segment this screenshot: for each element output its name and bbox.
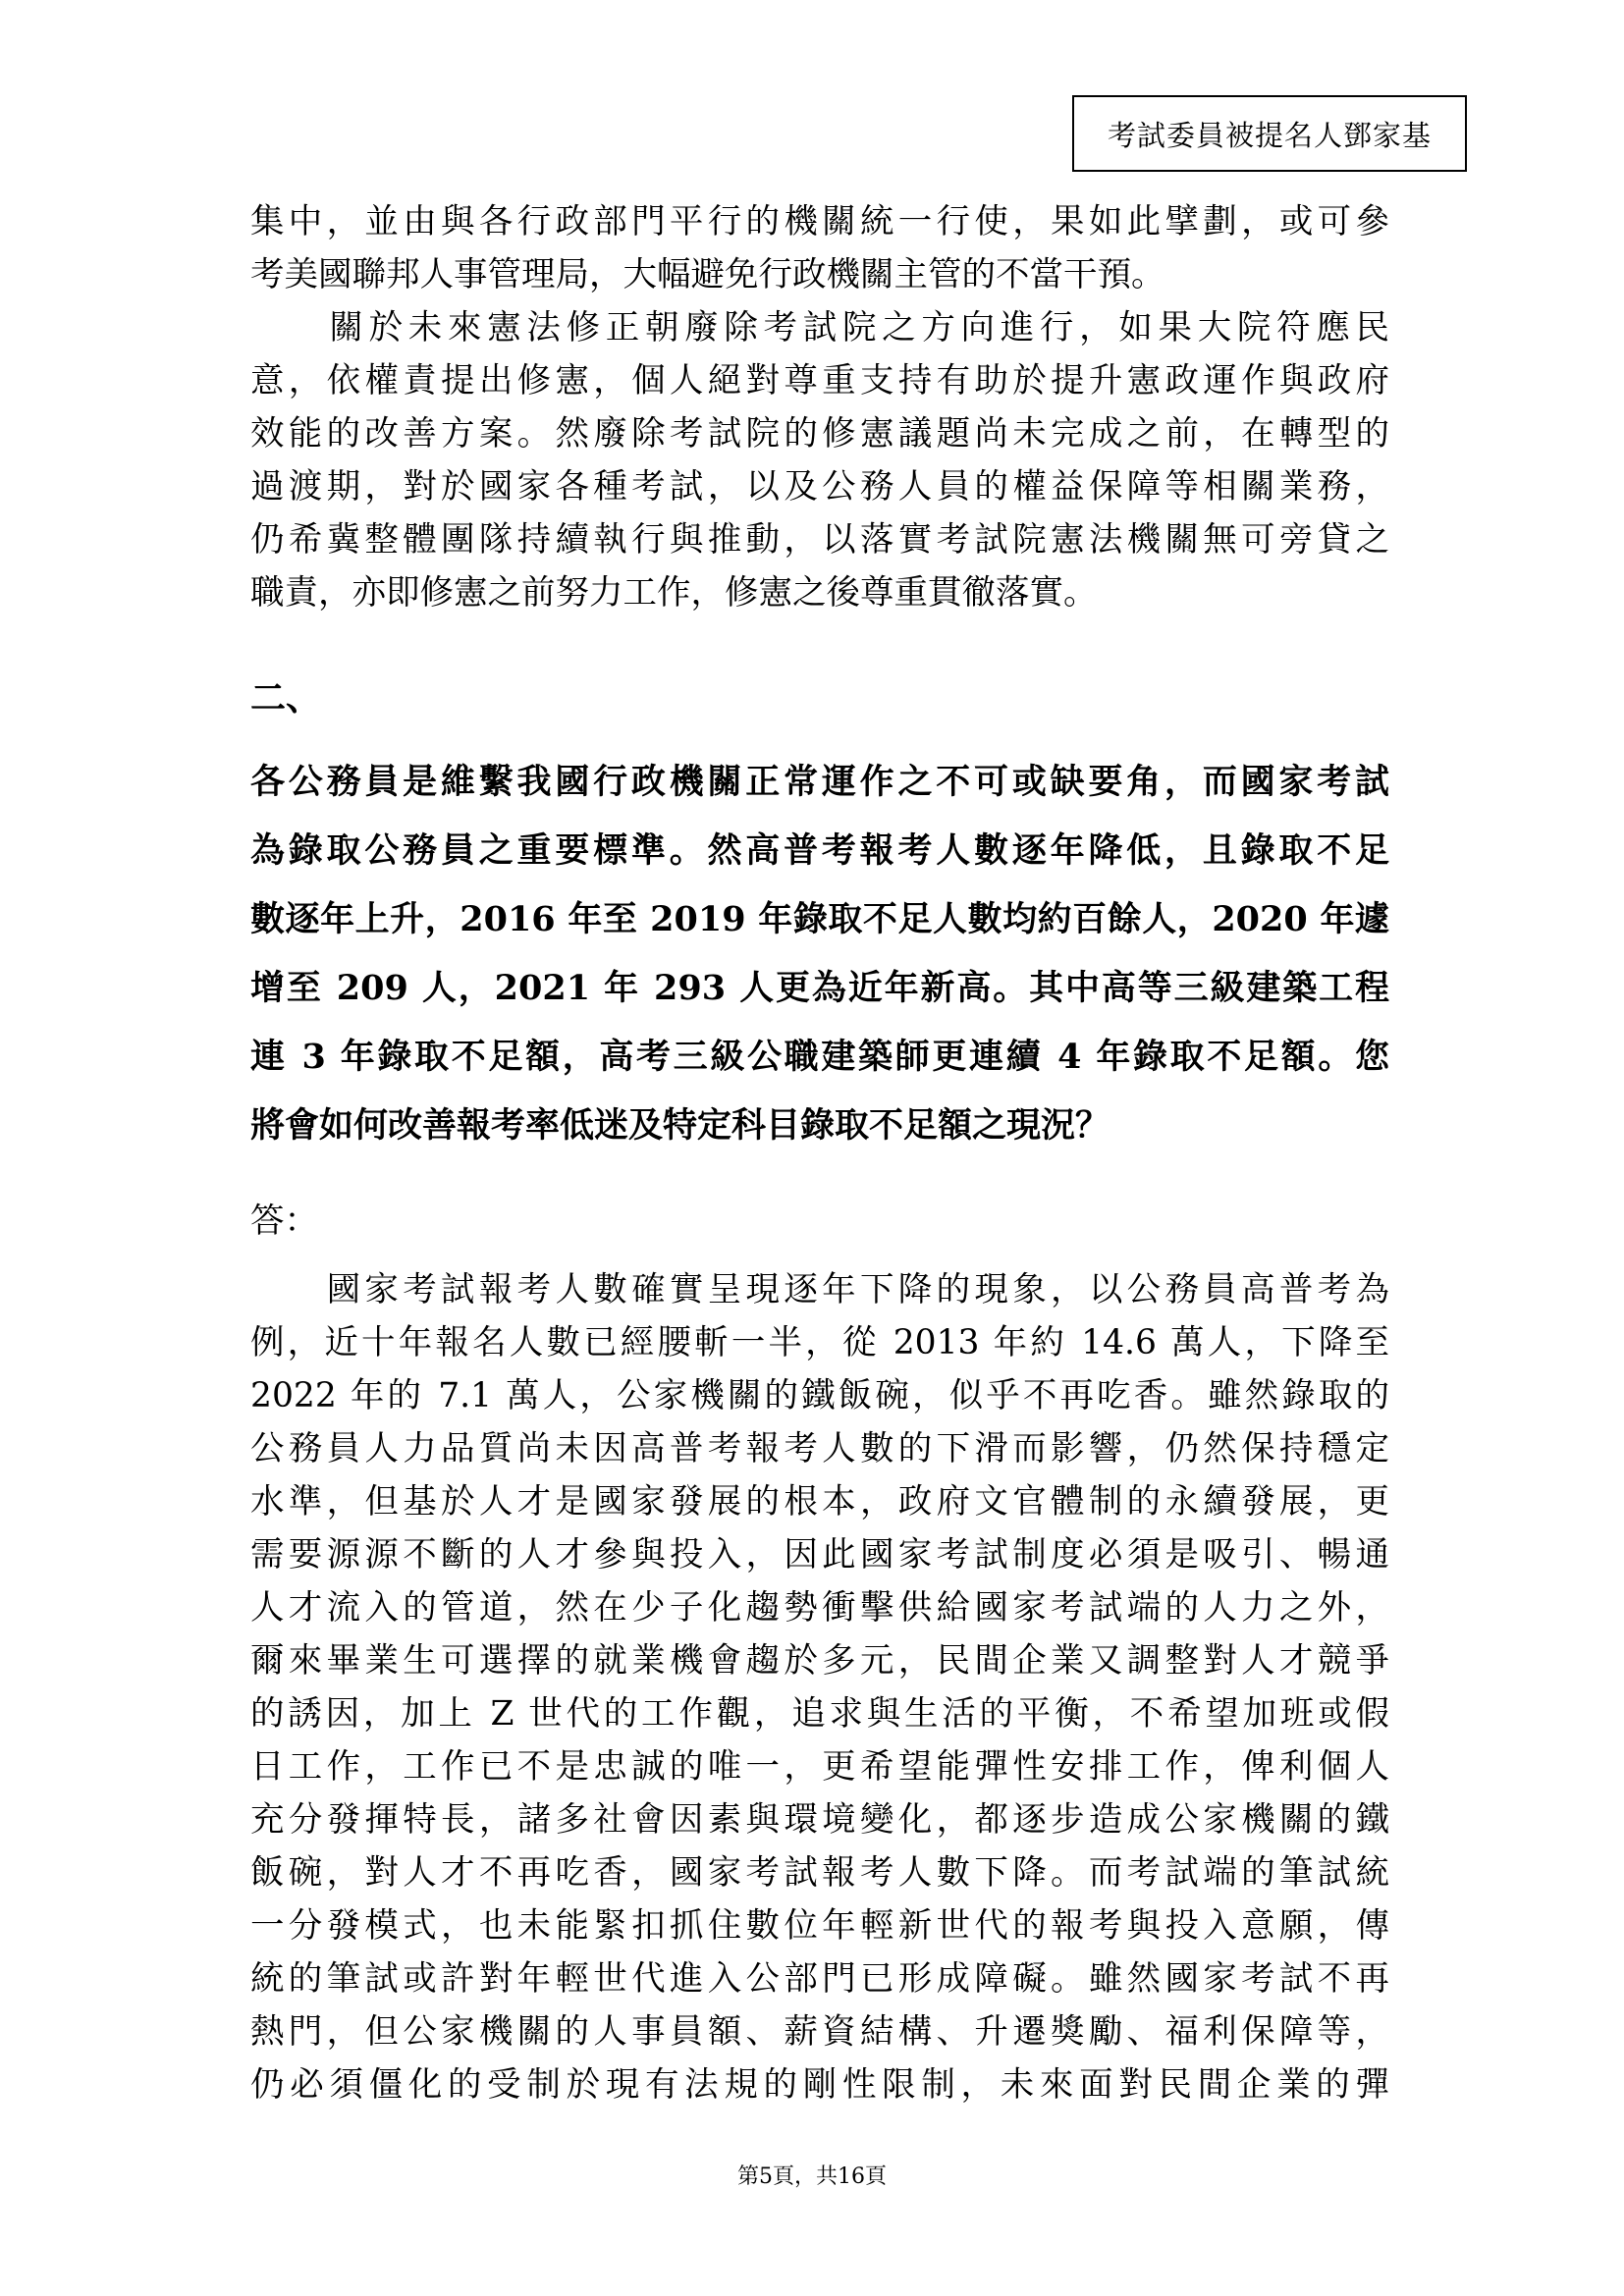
answer-line: 一分發模式，也未能緊扣抓住數位年輕新世代的報考與投入意願，傳 (250, 1906, 1389, 1946)
answer-line: 人才流入的管道，然在少子化趨勢衝擊供給國家考試端的人力之外， (250, 1588, 1389, 1628)
answer-line: 爾來畢業生可選擇的就業機會趨於多元，民間企業又調整對人才競爭 (250, 1641, 1389, 1681)
answer-line: 例，近十年報名人數已經腰斬一半，從 2013 年約 14.6 萬人，下降至 (250, 1323, 1389, 1362)
answer-line: 水準，但基於人才是國家發展的根本，政府文官體制的永續發展，更 (250, 1482, 1389, 1522)
nominee-header-box (1072, 95, 1467, 172)
question-line: 增至 209 人，2021 年 293 人更為近年新高。其中高等三級建築工程 (250, 968, 1389, 1008)
continuation-line: 關於未來憲法修正朝廢除考試院之方向進行，如果大院符應民 (250, 308, 1389, 347)
question-line: 為錄取公務員之重要標準。然高普考報考人數逐年降低，且錄取不足 (250, 830, 1389, 871)
question-line: 連 3 年錄取不足額，高考三級公職建築師更連續 4 年錄取不足額。您 (250, 1037, 1389, 1077)
answer-line: 需要源源不斷的人才參與投入，因此國家考試制度必須是吸引、暢通 (250, 1535, 1389, 1575)
answer-line: 飯碗，對人才不再吃香，國家考試報考人數下降。而考試端的筆試統 (250, 1853, 1389, 1893)
answer-line: 仍必須僵化的受制於現有法規的剛性限制，未來面對民間企業的彈 (250, 2065, 1389, 2105)
answer-line: 2022 年的 7.1 萬人，公家機關的鐵飯碗，似乎不再吃香。雖然錄取的 (250, 1376, 1389, 1415)
answer-line: 公務員人力品質尚未因高普考報考人數的下滑而影響，仍然保持穩定 (250, 1429, 1389, 1468)
continuation-line: 意，依權責提出修憲，個人絕對尊重支持有助於提升憲政運作與政府 (250, 361, 1389, 400)
section-number: 二、 (250, 677, 322, 719)
continuation-line: 過渡期，對於國家各種考試，以及公務人員的權益保障等相關業務， (250, 467, 1389, 507)
continuation-line: 集中，並由與各行政部門平行的機關統一行使，果如此擘劃，或可參 (250, 202, 1389, 241)
continuation-line: 效能的改善方案。然廢除考試院的修憲議題尚未完成之前，在轉型的 (250, 414, 1389, 454)
answer-line: 統的筆試或許對年輕世代進入公部門已形成障礙。雖然國家考試不再 (250, 1959, 1389, 1999)
answer-line: 熱門，但公家機關的人事員額、薪資結構、升遷獎勵、福利保障等， (250, 2012, 1389, 2052)
answer-line: 日工作，工作已不是忠誠的唯一，更希望能彈性安排工作，俾利個人 (250, 1747, 1389, 1787)
answer-line: 的誘因，加上 Z 世代的工作觀，追求與生活的平衡，不希望加班或假 (250, 1694, 1389, 1734)
nominee-header-label: 考試委員被提名人鄧家基 (1107, 118, 1432, 152)
answer-line: 國家考試報考人數確實呈現逐年下降的現象，以公務員高普考為 (250, 1270, 1389, 1309)
question-line: 數逐年上升，2016 年至 2019 年錄取不足人數均約百餘人，2020 年遽 (250, 899, 1389, 939)
question-line: 各公務員是維繫我國行政機關正常運作之不可或缺要角，而國家考試 (250, 762, 1389, 802)
continuation-line: 考美國聯邦人事管理局，大幅避免行政機關主管的不當干預。 (250, 255, 1165, 294)
answer-label: 答： (250, 1201, 318, 1241)
question-line: 將會如何改善報考率低迷及特定科目錄取不足額之現況？ (250, 1105, 1110, 1146)
continuation-line: 仍希冀整體團隊持續執行與推動，以落實考試院憲法機關無可旁貸之 (250, 520, 1389, 560)
page-number-footer: 第5頁，共16頁 (737, 2164, 887, 2189)
continuation-line: 職責，亦即修憲之前努力工作，修憲之後尊重貫徹落實。 (250, 573, 1098, 613)
answer-line: 充分發揮特長，諸多社會因素與環境變化，都逐步造成公家機關的鐵 (250, 1800, 1389, 1840)
